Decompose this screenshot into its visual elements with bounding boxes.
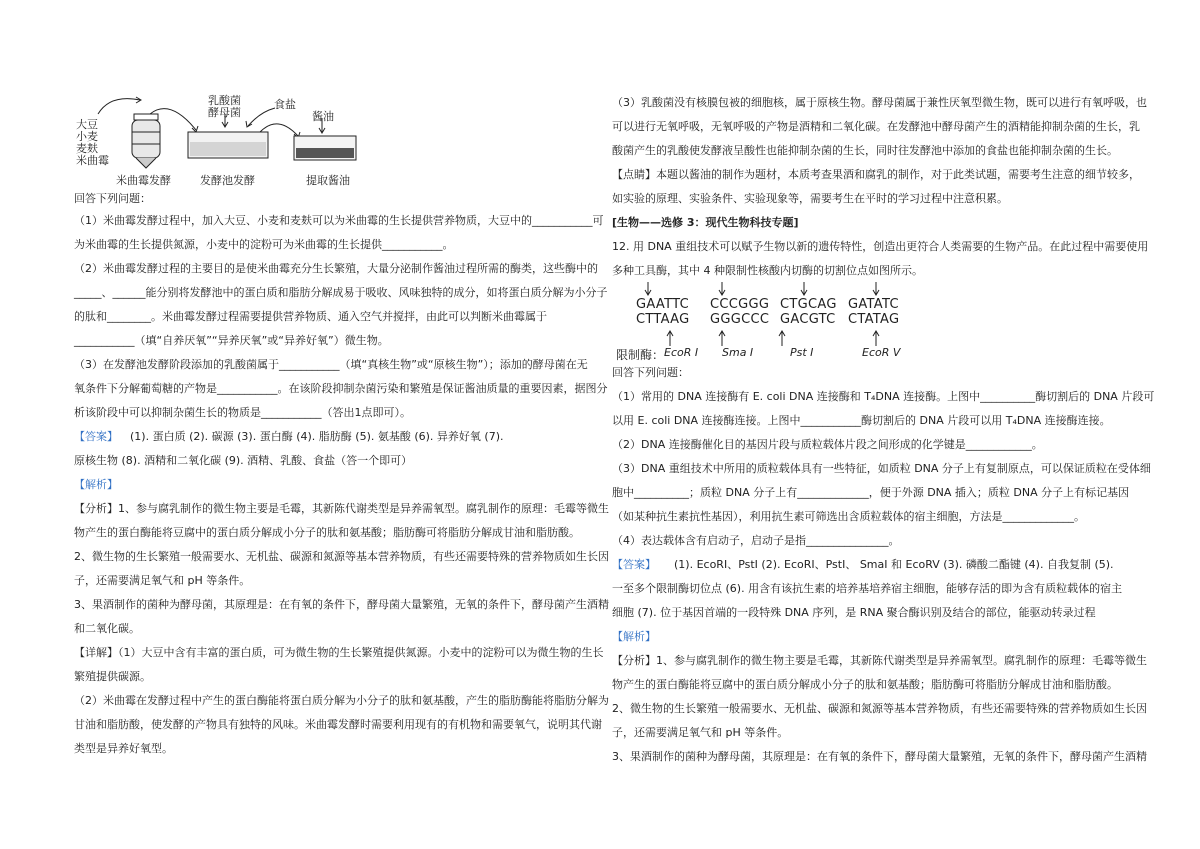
question-line: （4）表达载体含有启动子，启动子是指_______________。 bbox=[612, 534, 900, 547]
stage-aspergillus-fermentation: 米曲霉发酵 bbox=[116, 174, 171, 187]
analysis-line: 【分析】1、参与腐乳制作的微生物主要是毛霉，其新陈代谢类型是异养需氧型。腐乳制作的原理：毛霉等微生 bbox=[612, 654, 1147, 667]
ingredient-bran: 麦麸 bbox=[76, 142, 98, 155]
explanation-line: 如实验的原理、实验条件、实验现象等，需要考生在平时的学习过程中注意积累。 bbox=[612, 192, 1008, 205]
question-line: 为米曲霉的生长提供氮源，小麦中的淀粉可为米曲霉的生长提供___________。 bbox=[74, 238, 454, 251]
stage-extract-soy-sauce: 提取酱油 bbox=[306, 174, 350, 187]
analysis-line: 2、微生物的生长繁殖一般需要水、无机盐、碳源和氮源等基本营养物质，有些还需要特殊的营养物质如生长因 bbox=[612, 702, 1147, 715]
microbe-lactic-acid-bacteria: 乳酸菌 bbox=[208, 94, 241, 107]
enzyme-ecori: EcoR I bbox=[664, 346, 699, 359]
site-psti-bottom: GACGTC bbox=[780, 312, 836, 327]
site-ecori-top: GAATTC bbox=[636, 297, 689, 312]
question-line: 12. 用 DNA 重组技术可以赋予生物以新的遗传特性，创造出更符合人类需要的生物产品。在此过程中需要使用 bbox=[612, 240, 1149, 253]
question-line: （2）DNA 连接酶催化目的基因片段与质粒载体片段之间形成的化学键是____________。 bbox=[612, 438, 1043, 451]
answer-line: (1). EcoRI、PstI (2). EcoRI、PstI、 SmaI 和 EcoRV (3). 磷酸二酯键 (4). 自我复制 (5). bbox=[674, 558, 1114, 571]
question-line: （1）常用的 DNA 连接酶有 E. coli DNA 连接酶和 T₄DNA 连接酶。上图中__________酶切割后的 DNA 片段可 bbox=[612, 390, 1155, 403]
analysis-line: 物产生的蛋白酶能将豆腐中的蛋白质分解成小分子的肽和氨基酸；脂肪酶可将脂肪分解成甘油和脂肪酸。 bbox=[612, 678, 1118, 691]
answer-line: 一至多个限制酶切位点 (6). 用含有该抗生素的培养基培养宿主细胞，能够存活的即为含有质粒载体的宿主 bbox=[612, 582, 1123, 595]
enzyme-ecorv: EcoR V bbox=[862, 346, 901, 359]
stage-pool-fermentation: 发酵池发酵 bbox=[200, 174, 255, 187]
analysis-line: （2）米曲霉在发酵过程中产生的蛋白酶能将蛋白质分解为小分子的肽和氨基酸，产生的脂肪酶能将脂肪分解为 bbox=[74, 694, 609, 707]
analysis-line: 【详解】（1）大豆中含有丰富的蛋白质，可为微生物的生长繁殖提供氮源。小麦中的淀粉可以为微生物的生长 bbox=[74, 646, 604, 659]
analysis-label: 【解析】 bbox=[612, 630, 656, 643]
explanation-line: 【点睛】本题以酱油的制作为题材，本质考查果酒和腐乳的制作，对于此类试题，需要考生注意的细节较多， bbox=[612, 168, 1140, 181]
analysis-line: 物产生的蛋白酶能将豆腐中的蛋白质分解成小分子的肽和氨基酸；脂肪酶可将脂肪分解成甘油和脂肪酸。 bbox=[74, 526, 580, 539]
section-title: [生物——选修 3：现代生物科技专题] bbox=[612, 216, 799, 229]
site-smai-top: CCCGGG bbox=[710, 297, 770, 312]
answer-line: 细胞 (7). 位于基因首端的一段特殊 DNA 序列，是 RNA 聚合酶识别及结合的部位，能驱动转录过程 bbox=[612, 606, 1096, 619]
soy-sauce-label: 酱油 bbox=[312, 110, 334, 123]
analysis-line: 3、果酒制作的菌种为酵母菌，其原理是：在有氧的条件下，酵母菌大量繁殖，无氧的条件下，酵母菌产生酒精 bbox=[74, 598, 609, 611]
analysis-line: 甘油和脂肪酸，使发酵的产物具有独特的风味。米曲霉发酵时需要利用现有的有机物和需要氧气，说明其代谢 bbox=[74, 718, 602, 731]
analysis-line: 【分析】1、参与腐乳制作的微生物主要是毛霉，其新陈代谢类型是异养需氧型。腐乳制作的原理：毛霉等微生 bbox=[74, 502, 609, 515]
question-line: _____、______能分别将发酵池中的蛋白质和脂肪分解成易于吸收、风味独特的成分，如将蛋白质分解为小分子 bbox=[74, 286, 608, 299]
ingredient-wheat: 小麦 bbox=[76, 130, 98, 143]
analysis-line: 繁殖提供碳源。 bbox=[74, 670, 151, 683]
enzyme-psti: Pst I bbox=[790, 346, 814, 359]
answer-label: 【答案】 bbox=[612, 558, 656, 571]
enzyme-smai: Sma I bbox=[722, 346, 754, 359]
explanation-line: 酸菌产生的乳酸使发酵液呈酸性也能抑制杂菌的生长，同时往发酵池中添加的食盐也能抑制杂菌的生长。 bbox=[612, 144, 1118, 157]
question-line: ___________（填“自养厌氧”“异养厌氧”或“异养好氧”）微生物。 bbox=[74, 334, 389, 347]
site-smai-bottom: GGGCCC bbox=[710, 312, 770, 327]
question-line: 回答下列问题： bbox=[74, 192, 151, 205]
question-line: 多种工具酶，其中 4 种限制性核酸内切酶的切割位点如图所示。 bbox=[612, 264, 923, 277]
microbe-yeast: 酵母菌 bbox=[208, 106, 241, 119]
site-ecorv-top: GATATC bbox=[848, 297, 899, 312]
salt-label: 食盐 bbox=[274, 98, 296, 111]
question-line: 析该阶段中可以抑制杂菌生长的物质是___________（答出1点即可）。 bbox=[74, 406, 411, 419]
analysis-line: 和二氧化碳。 bbox=[74, 622, 140, 635]
answer-line: (1). 蛋白质 (2). 碳源 (3). 蛋白酶 (4). 脂肪酶 (5). 氨基酸 (6). 异养好氧 (7). bbox=[130, 430, 504, 443]
answer-label: 【答案】 bbox=[74, 430, 118, 443]
analysis-line: 2、微生物的生长繁殖一般需要水、无机盐、碳源和氮源等基本营养物质，有些还需要特殊的营养物质如生长因 bbox=[74, 550, 609, 563]
question-line: （3）DNA 重组技术中所用的质粒载体具有一些特征，如质粒 DNA 分子上有复制原点，可以保证质粒在受体细 bbox=[612, 462, 1151, 475]
enzyme-label: 限制酶： bbox=[616, 348, 665, 362]
question-line: 氧条件下分解葡萄糖的产物是___________。在该阶段抑制杂菌污染和繁殖是保证酱油质量的重要因素，据图分 bbox=[74, 382, 608, 395]
question-line: （3）在发酵池发酵阶段添加的乳酸菌属于___________（填“真核生物”或“原核生物”）；添加的酵母菌在无 bbox=[74, 358, 588, 371]
ingredient-aspergillus: 米曲霉 bbox=[76, 154, 109, 167]
analysis-line: 子，还需要满足氧气和 pH 等条件。 bbox=[612, 726, 789, 739]
analysis-line: 3、果酒制作的菌种为酵母菌，其原理是：在有氧的条件下，酵母菌大量繁殖，无氧的条件下，酵母菌产生酒精 bbox=[612, 750, 1147, 763]
question-line: 胞中__________；质粒 DNA 分子上有_____________，便于外源 DNA 插入；质粒 DNA 分子上有标记基因 bbox=[612, 486, 1130, 499]
question-line: 回答下列问题： bbox=[612, 366, 689, 379]
question-line: （2）米曲霉发酵过程的主要目的是使米曲霉充分生长繁殖，大量分泌制作酱油过程所需的酶类，这些酶中的 bbox=[74, 262, 598, 275]
question-line: 的肽和________。米曲霉发酵过程需要提供营养物质、通入空气并搅拌，由此可以判断米曲霉属于 bbox=[74, 310, 547, 323]
site-ecori-bottom: CTTAAG bbox=[636, 312, 690, 327]
explanation-line: （3）乳酸菌没有核膜包被的细胞核，属于原核生物。酵母菌属于兼性厌氧型微生物，既可以进行有氧呼吸，也 bbox=[612, 96, 1147, 109]
analysis-label: 【解析】 bbox=[74, 478, 118, 491]
site-ecorv-bottom: CTATAG bbox=[848, 312, 900, 327]
analysis-line: 类型是异养好氧型。 bbox=[74, 742, 173, 755]
question-line: （如某种抗生素抗性基因），利用抗生素可筛选出含质粒载体的宿主细胞，方法是_____________。 bbox=[612, 510, 1085, 523]
explanation-line: 可以进行无氧呼吸，无氧呼吸的产物是酒精和二氧化碳。在发酵池中酵母菌产生的酒精能抑制杂菌的生长，乳 bbox=[612, 120, 1140, 133]
analysis-line: 子，还需要满足氧气和 pH 等条件。 bbox=[74, 574, 251, 587]
site-psti-top: CTGCAG bbox=[780, 297, 837, 312]
question-line: （1）米曲霉发酵过程中，加入大豆、小麦和麦麸可以为米曲霉的生长提供营养物质，大豆中的___________可 bbox=[74, 214, 604, 227]
question-line: 以用 E. coli DNA 连接酶连接。上图中___________酶切割后的 DNA 片段可以用 T₄DNA 连接酶连接。 bbox=[612, 414, 1111, 427]
answer-line: 原核生物 (8). 酒精和二氧化碳 (9). 酒精、乳酸、食盐（答一个即可） bbox=[74, 454, 413, 467]
ingredient-soybean: 大豆 bbox=[76, 118, 98, 131]
